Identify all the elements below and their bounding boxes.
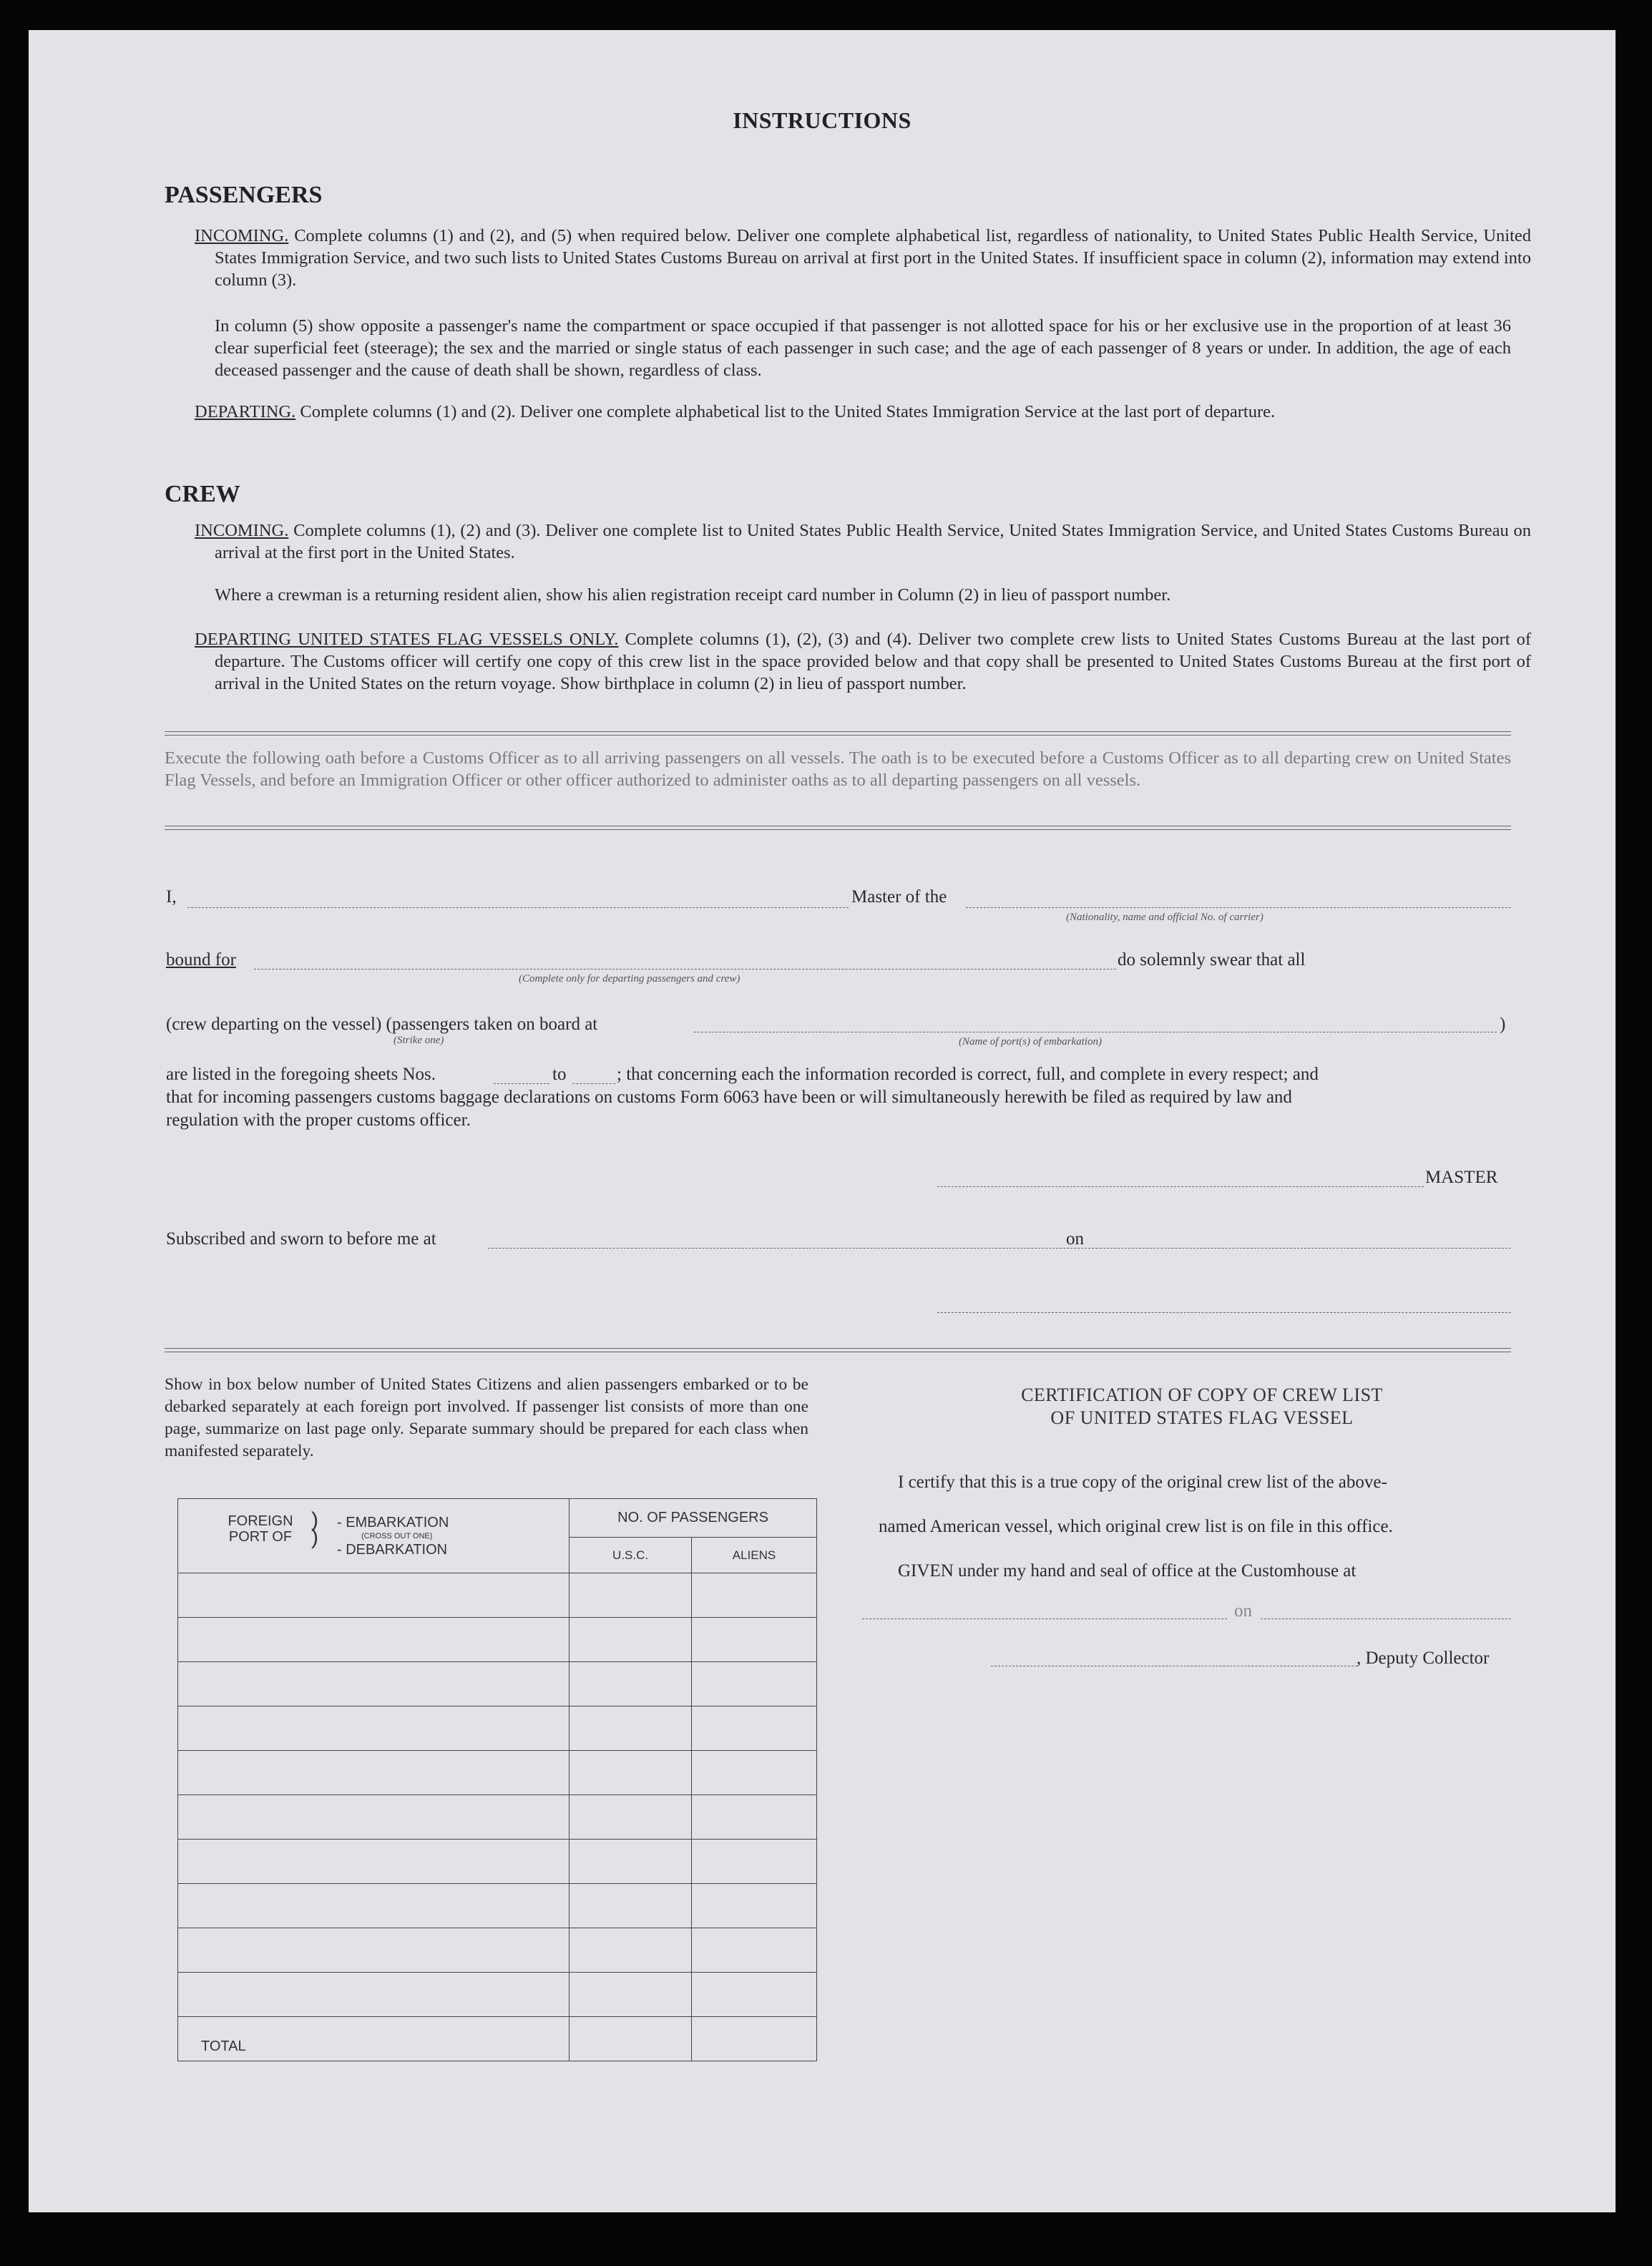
- table-row: [178, 1840, 817, 1884]
- brace-icon: ) ): [311, 1508, 318, 1549]
- crew-resident-paragraph: Where a crewman is a returning resident alien, show his alien registration receipt card number in Column (2) in lieu of passport number.: [215, 585, 1171, 605]
- passengers-departing-label: DEPARTING.: [195, 402, 296, 421]
- deputy-collector-label: , Deputy Collector: [1357, 1649, 1490, 1668]
- certification-on-label: on: [1234, 1601, 1252, 1621]
- aliens-cell[interactable]: [692, 1573, 817, 1618]
- sheet-from-line[interactable]: [494, 1083, 549, 1084]
- crew-incoming-label: INCOMING.: [195, 521, 289, 540]
- crew-incoming-text: Complete columns (1), (2) and (3). Deliver one complete list to United States Public Health Service, United States Immigration Service, and United States Customs Bureau on arrival at the first port in the United States.: [215, 521, 1531, 562]
- subscribed-place-line[interactable]: [488, 1248, 1098, 1249]
- passengers-departing-paragraph: [195, 401, 1531, 423]
- carrier-line[interactable]: [966, 907, 1511, 908]
- divider: [165, 1348, 1511, 1352]
- certification-heading: [851, 1384, 1553, 1430]
- divider: [165, 826, 1511, 830]
- crew-incoming-paragraph: [195, 519, 1531, 564]
- table-row: [178, 1795, 817, 1840]
- crew-departing-text: Complete columns (1), (2), (3) and (4). Deliver two complete crew lists to United States Customs Bureau at the last port of departure. The Customs officer will certify one copy of this crew list in the space provided below and that copy shall be presented to United States Customs Bureau at the first port of arrival in the United States on the return voyage. Show birthplace in column (2) in lieu of passport number.: [215, 630, 1531, 693]
- crew-departing-label: (crew departing on the vessel) (passengers taken on board at: [166, 1015, 598, 1034]
- usc-cell[interactable]: [570, 1751, 692, 1795]
- port-cell[interactable]: [178, 1884, 570, 1928]
- crew-departing-label: DEPARTING UNITED STATES FLAG VESSELS ONLY.: [195, 630, 619, 649]
- usc-cell[interactable]: [570, 1884, 692, 1928]
- subscribed-label: Subscribed and sworn to before me at: [166, 1229, 436, 1249]
- listed-text-d: regulation with the proper customs officer.: [166, 1110, 471, 1130]
- carrier-caption: (Nationality, name and official No. of carrier): [1066, 912, 1264, 923]
- table-row: [178, 1618, 817, 1662]
- usc-cell[interactable]: [570, 1706, 692, 1751]
- aliens-cell[interactable]: [692, 1973, 817, 2017]
- listed-text-b: ; that concerning each the information recorded is correct, full, and complete in every respect; and: [617, 1065, 1319, 1084]
- passengers-departing-text: Complete columns (1) and (2). Deliver one complete alphabetical list to the United States Immigration Service at the last port of departure.: [300, 402, 1276, 421]
- port-cell[interactable]: [178, 1928, 570, 1973]
- aliens-cell[interactable]: [692, 1618, 817, 1662]
- officer-signature-line[interactable]: [937, 1312, 1511, 1313]
- port-cell[interactable]: [178, 1706, 570, 1751]
- usc-total-cell[interactable]: [570, 2017, 692, 2061]
- table-row: [178, 1928, 817, 1973]
- divider: [165, 731, 1511, 736]
- master-signature-line[interactable]: [937, 1186, 1424, 1187]
- certify-line-1: I certify that this is a true copy of the original crew list of the above-: [898, 1473, 1387, 1492]
- crew-departing-paragraph: [195, 628, 1531, 695]
- table-row: [178, 1706, 817, 1751]
- port-cell[interactable]: [178, 1618, 570, 1662]
- bound-for-label: bound for: [166, 950, 236, 970]
- cross-out-note: (CROSS OUT ONE): [361, 1532, 433, 1540]
- usc-cell[interactable]: [570, 1662, 692, 1706]
- passengers-incoming-text: Complete columns (1) and (2), and (5) when required below. Deliver one complete alphabetical list, regardless of nationality, to United States Public Health Service, United States Immigration Service, and two such lists to United States Customs Bureau on arrival at first port in the United States. If insufficient space in column (2), information may extend into column (3).: [215, 226, 1532, 290]
- usc-cell[interactable]: [570, 1928, 692, 1973]
- embarkation-label: - EMBARKATION: [337, 1515, 449, 1530]
- master-of-label: Master of the: [851, 887, 947, 907]
- debarkation-label: - DEBARKATION: [337, 1542, 448, 1558]
- crew-heading: CREW: [165, 481, 240, 507]
- foreign-port-of-label: FOREIGN PORT OF: [228, 1513, 293, 1545]
- table-row: [178, 1751, 817, 1795]
- no-passengers-header: NO. OF PASSENGERS: [570, 1499, 817, 1538]
- aliens-header: ALIENS: [692, 1538, 817, 1573]
- total-row: [178, 2017, 817, 2061]
- table-row: [178, 1884, 817, 1928]
- usc-cell[interactable]: [570, 1840, 692, 1884]
- port-cell[interactable]: [178, 1795, 570, 1840]
- master-name-line[interactable]: [187, 907, 849, 908]
- departing-caption: (Complete only for departing passengers and crew): [519, 973, 741, 985]
- certify-line-2: named American vessel, which original crew list is on file in this office.: [879, 1517, 1393, 1536]
- port-header-cell: [178, 1499, 570, 1573]
- port-cell[interactable]: [178, 1973, 570, 2017]
- close-paren: ): [1500, 1015, 1506, 1034]
- usc-cell[interactable]: [570, 1573, 692, 1618]
- passengers-incoming-label: INCOMING.: [195, 226, 289, 245]
- aliens-cell[interactable]: [692, 1795, 817, 1840]
- customhouse-date-line[interactable]: [1261, 1618, 1511, 1619]
- page-title: INSTRUCTIONS: [733, 107, 911, 133]
- customhouse-place-line[interactable]: [862, 1618, 1227, 1619]
- aliens-cell[interactable]: [692, 1840, 817, 1884]
- bound-for-line[interactable]: [254, 969, 1116, 970]
- total-label: TOTAL: [178, 2017, 570, 2061]
- usc-cell[interactable]: [570, 1618, 692, 1662]
- port-cell[interactable]: [178, 1840, 570, 1884]
- oath-intro: Execute the following oath before a Customs Officer as to all arriving passengers on all vessels. The oath is to be executed before a Customs Officer as to all departing crew on United States Flag Vessels, and before an Immigration Officer or other officer authorized to administer oaths as to all departing passengers on all vessels.: [165, 748, 1511, 790]
- aliens-cell[interactable]: [692, 1884, 817, 1928]
- certification-heading-line-2: OF UNITED STATES FLAG VESSEL: [1050, 1407, 1354, 1428]
- certification-heading-line-1: CERTIFICATION OF COPY OF CREW LIST: [1021, 1384, 1383, 1405]
- aliens-cell[interactable]: [692, 1706, 817, 1751]
- listed-text-c: that for incoming passengers customs baggage declarations on customs Form 6063 have been or will simultaneously herewith be filed as required by law and: [166, 1088, 1292, 1107]
- usc-cell[interactable]: [570, 1795, 692, 1840]
- swear-label: do solemnly swear that all: [1118, 950, 1306, 970]
- strike-one-caption: (Strike one): [394, 1035, 444, 1046]
- passengers-column5-paragraph: In column (5) show opposite a passenger's name the compartment or space occupied if that passenger is not allotted space for his or her exclusive use in the proportion of at least 36 clear superficial feet (steerage); the sex and the married or single status of each passenger in such case; and the age of each passenger of 8 years or under. In addition, the age of each deceased passenger and the cause of death shall be shown, regardless of class.: [215, 316, 1511, 380]
- summary-instructions: Show in box below number of United States Citizens and alien passengers embarked or to be debarked separately at each foreign port involved. If passenger list consists of more than one page, summarize on last page only. Separate summary should be prepared for each class when manifested separately.: [165, 1375, 808, 1460]
- form-sheet: [29, 30, 1616, 2212]
- subscribed-date-line[interactable]: [1096, 1248, 1511, 1249]
- usc-header: U.S.C.: [570, 1538, 692, 1573]
- aliens-cell[interactable]: [692, 1662, 817, 1706]
- oath-i-label: I,: [166, 887, 177, 907]
- usc-cell[interactable]: [570, 1973, 692, 2017]
- aliens-total-cell[interactable]: [692, 2017, 817, 2061]
- passengers-heading: PASSENGERS: [165, 182, 323, 208]
- table-row: [178, 1573, 817, 1618]
- master-signature-label: MASTER: [1425, 1168, 1498, 1187]
- port-cell[interactable]: [178, 1662, 570, 1706]
- passengers-incoming-paragraph: [195, 225, 1531, 291]
- port-cell[interactable]: [178, 1751, 570, 1795]
- listed-to: to: [552, 1065, 567, 1084]
- ports-caption: (Name of port(s) of embarkation): [959, 1036, 1102, 1047]
- given-line: GIVEN under my hand and seal of office at the Customhouse at: [898, 1561, 1357, 1581]
- port-cell[interactable]: [178, 1573, 570, 1618]
- aliens-cell[interactable]: [692, 1751, 817, 1795]
- sheet-to-line[interactable]: [572, 1083, 615, 1084]
- passenger-summary-table: [177, 1498, 817, 2061]
- subscribed-on-label: on: [1066, 1229, 1084, 1249]
- listed-text-a: are listed in the foregoing sheets Nos.: [166, 1065, 436, 1084]
- table-row: [178, 1662, 817, 1706]
- table-row: [178, 1973, 817, 2017]
- aliens-cell[interactable]: [692, 1928, 817, 1973]
